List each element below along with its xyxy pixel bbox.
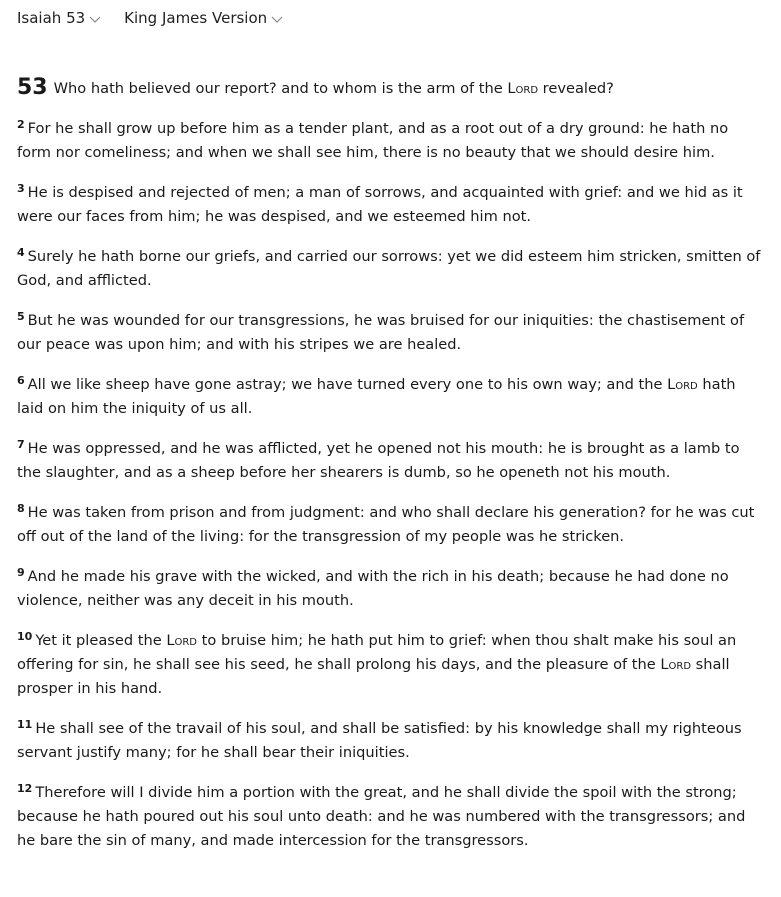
verse-number: 3 [17, 182, 25, 195]
verse-number: 6 [17, 374, 25, 387]
verse-number: 4 [17, 246, 25, 259]
divine-name: Lord [166, 632, 198, 649]
verse: $^{12}$ Therefore will I divide him a portion with the great, and he shall divide the spoil with the strong; because he hath poured out his soul unto death: and he was numbered with the transgressors; and he bare the sin of many, and made intercession for the transgressors. [17, 782, 746, 849]
verse: $^{11}$ He shall see of the travail of his soul, and shall be satisfied: by his knowledge shall my righteous servant justify many; for he shall bear their iniquities. [17, 718, 742, 761]
verse: $^6$ All we like sheep have gone astray; we have turned every one to his own way; and the Lord hath laid on him the iniquity of us all. [17, 374, 736, 417]
chapter-text [17, 76, 765, 869]
verse: $^5$ But he was wounded for our transgressions, he was bruised for our iniquities: the chastisement of our peace was upon him; and with his stripes we are healed. [17, 310, 745, 353]
verse-number: 7 [17, 438, 25, 451]
verse: $^4$ Surely he hath borne our griefs, and carried our sorrows: yet we did esteem him stricken, smitten of God, and afflicted. [17, 246, 761, 289]
verse-number: 12 [17, 782, 33, 795]
verse: $^7$ He was oppressed, and he was afflicted, yet he opened not his mouth: he is brought as a lamb to the slaughter, and as a sheep before her shearers is dumb, so he openeth not his mouth. [17, 438, 740, 481]
divine-name: Lord [507, 80, 539, 97]
verse: $^{10}$ Yet it pleased the Lord to bruise him; he hath put him to grief: when thou shalt make his soul an offering for sin, he shall see his seed, he shall prolong his days, and the pleasure of the Lord shall prosper in his hand. [17, 630, 737, 697]
top-bar [17, 8, 284, 28]
verse-number: 2 [17, 118, 25, 131]
verse-number: 5 [17, 310, 25, 323]
chapter-number: 53 [17, 75, 48, 100]
verse: $^2$ For he shall grow up before him as a tender plant, and as a root out of a dry ground: he hath no form nor comeliness; and when we shall see him, there is no beauty that we should desire him. [17, 118, 729, 161]
divine-name: Lord [667, 376, 698, 393]
chevron-down-icon [270, 12, 284, 26]
verse: $^9$ And he made his grave with the wicked, and with the rich in his death; because he had done no violence, neither was any deceit in his mouth. [17, 566, 729, 609]
version-selector[interactable] [124, 8, 284, 28]
version-label: King James Version [124, 9, 268, 27]
verse-number: 8 [17, 502, 25, 515]
verse: 53 Who hath believed our report? and to whom is the arm of the Lord revealed? [17, 75, 614, 100]
verse: $^3$ He is despised and rejected of men; a man of sorrows, and acquainted with grief: and we hid as it were our faces from him; he was despised, and we esteemed him not. [17, 182, 743, 225]
verse: $^8$ He was taken from prison and from judgment: and who shall declare his generation? for he was cut off out of the land of the living: for the transgression of my people was he stricken. [17, 502, 755, 545]
verse-number: 10 [17, 630, 33, 643]
verse-number: 9 [17, 566, 25, 579]
verse-number: 11 [17, 718, 33, 731]
chevron-down-icon [88, 12, 102, 26]
divine-name: Lord [660, 656, 692, 673]
book-chapter-selector[interactable] [17, 8, 102, 28]
book-chapter-label: Isaiah 53 [17, 9, 86, 27]
